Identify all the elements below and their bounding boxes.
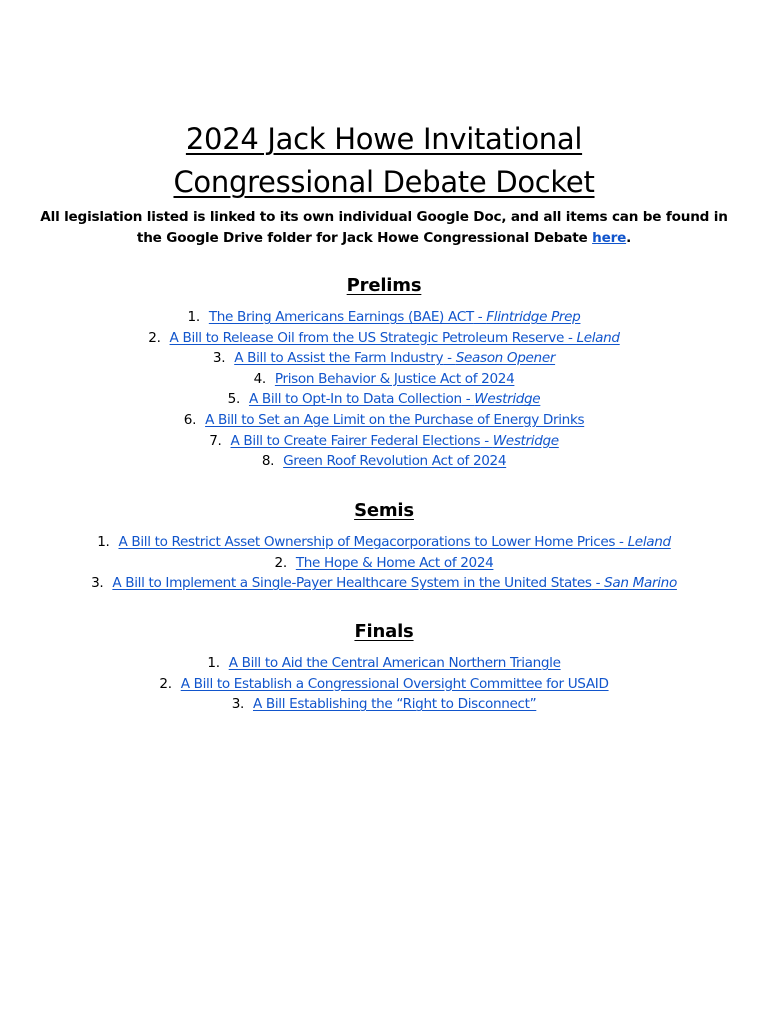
list-item: 7. A Bill to Create Fairer Federal Elections - Westridge [209,432,559,449]
legislation-link[interactable]: A Bill to Restrict Asset Ownership of Megacorporations to Lower Home Prices - Leland [118,534,671,550]
legislation-link[interactable]: A Bill to Set an Age Limit on the Purchase of Energy Drinks [205,411,585,428]
finals-list [0,653,768,715]
intro-text: All legislation listed is linked to its own individual Google Doc, and all items can be found in the Google Drive folder for Jack Howe Congressional Debate [40,209,728,246]
legislation-link[interactable]: The Hope & Home Act of 2024 [295,554,494,571]
legislation-link[interactable]: The Bring Americans Earnings (BAE) ACT - Flintridge Prep [208,309,581,325]
legislation-link[interactable]: A Bill to Opt-In to Data Collection - Westridge [248,391,541,408]
drive-folder-link[interactable]: here [592,230,627,246]
legislation-link[interactable]: A Bill to Create Fairer Federal Elections - Westridge [230,432,559,449]
list-item: 8. Green Roof Revolution Act of 2024 [261,453,507,470]
legislation-link[interactable]: A Bill to Assist the Farm Industry - Season Opener [234,350,556,367]
section-finals [0,620,768,715]
list-item: 1. A Bill to Restrict Asset Ownership of Megacorporations to Lower Home Prices - Leland [97,534,671,550]
list-item: 1. The Bring Americans Earnings (BAE) ACT - Flintridge Prep [187,309,581,325]
page-title [0,118,768,204]
section-heading-prelims: Prelims [346,275,422,296]
list-item: 1. A Bill to Aid the Central American Northern Triangle [207,655,561,671]
legislation-link[interactable]: Prison Behavior & Justice Act of 2024 [274,370,515,387]
intro-end: . [626,230,632,246]
section-semis [0,499,768,594]
legislation-link[interactable]: A Bill to Release Oil from the US Strategic Petroleum Reserve - Leland [169,329,620,346]
list-item: 6. A Bill to Set an Age Limit on the Purchase of Energy Drinks [183,411,585,428]
list-item: 2. A Bill to Release Oil from the US Strategic Petroleum Reserve - Leland [148,329,620,346]
title-line-1: 2024 Jack Howe Invitational [185,122,583,156]
list-item: 3. A Bill to Implement a Single-Payer Healthcare System in the United States - San Marino [91,575,677,592]
legislation-link[interactable]: A Bill to Establish a Congressional Oversight Committee for USAID [180,675,609,692]
legislation-link[interactable]: A Bill to Implement a Single-Payer Healthcare System in the United States - San Marino [112,575,677,592]
section-heading-finals: Finals [354,621,414,642]
list-item: 3. A Bill to Assist the Farm Industry - Season Opener [212,350,556,367]
prelims-list [0,307,768,472]
list-item: 3. A Bill Establishing the “Right to Disconnect” [231,696,537,713]
list-item: 2. The Hope & Home Act of 2024 [274,554,494,571]
title-line-2: Congressional Debate Docket [173,165,595,199]
section-prelims [0,274,768,472]
legislation-link[interactable]: Green Roof Revolution Act of 2024 [283,453,507,470]
list-item: 4. Prison Behavior & Justice Act of 2024 [253,370,515,387]
list-item: 2. A Bill to Establish a Congressional Oversight Committee for USAID [159,675,609,692]
list-item: 5. A Bill to Opt-In to Data Collection - Westridge [227,391,541,408]
intro-paragraph [30,207,738,249]
legislation-link[interactable]: A Bill to Aid the Central American Northern Triangle [228,655,561,671]
semis-list [0,532,768,594]
legislation-link[interactable]: A Bill Establishing the “Right to Disconnect” [252,696,537,713]
section-heading-semis: Semis [354,500,414,521]
